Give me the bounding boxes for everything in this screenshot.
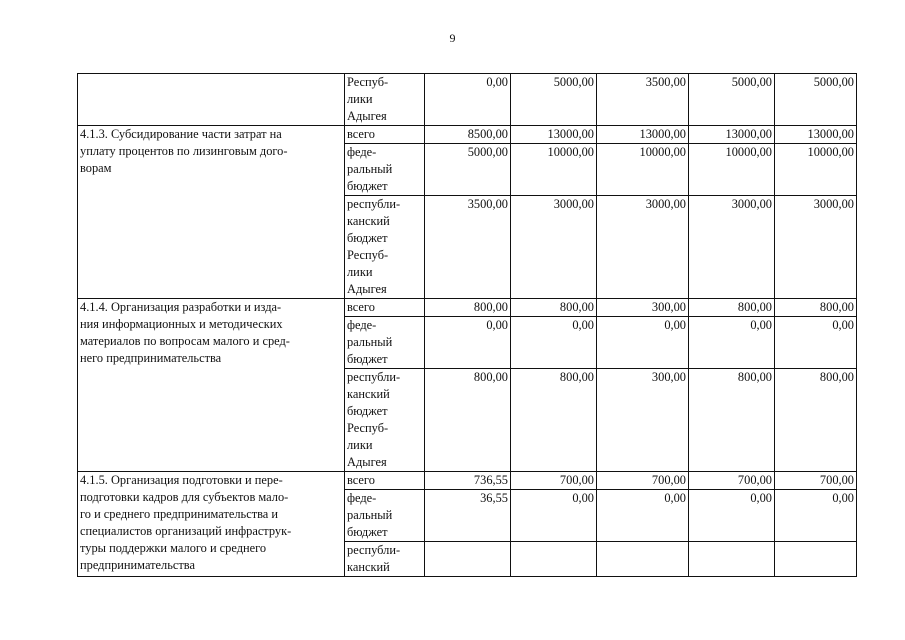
funding-source-line: республи- (347, 197, 401, 211)
funding-source-line: Адыгея (347, 455, 387, 469)
amount-value: 0,00 (572, 318, 594, 332)
amount-cell (425, 196, 511, 299)
funding-source-line: канский (347, 560, 390, 574)
amount-cell (775, 369, 857, 472)
amount-value: 13000,00 (547, 127, 594, 141)
funding-source-line: бюджет (347, 352, 388, 366)
amount-value: 10000,00 (639, 145, 686, 159)
description-line: него предпринимательства (80, 351, 222, 365)
description-line: уплату процентов по лизинговым дого- (80, 144, 288, 158)
description-line: го и среднего предпринимательства и (80, 507, 279, 521)
funding-source-line: канский (347, 214, 390, 228)
amount-value: 3000,00 (813, 197, 854, 211)
amount-cell (775, 490, 857, 542)
description-line: ворам (80, 161, 112, 175)
amount-cell (597, 144, 689, 196)
funding-source-line: бюджет (347, 525, 388, 539)
funding-source-line: Адыгея (347, 109, 387, 123)
funding-source-line: всего (347, 127, 375, 141)
amount-value: 0,00 (572, 491, 594, 505)
amount-cell (511, 196, 597, 299)
funding-source (345, 542, 425, 577)
funding-source-line: всего (347, 300, 375, 314)
funding-source-line: лики (347, 438, 373, 452)
description-line: специалистов организаций инфраструк- (80, 524, 292, 538)
funding-source-line: канский (347, 387, 390, 401)
amount-value: 13000,00 (725, 127, 772, 141)
amount-value: 0,00 (664, 318, 686, 332)
amount-cell (689, 299, 775, 317)
measure-description (78, 126, 345, 299)
amount-value: 800,00 (737, 370, 772, 384)
amount-value: 0,00 (832, 491, 854, 505)
funding-source-line: ральный (347, 508, 393, 522)
description-line: туры поддержки малого и среднего (80, 541, 267, 555)
amount-value: 13000,00 (807, 127, 854, 141)
amount-cell (775, 126, 857, 144)
amount-cell (689, 542, 775, 577)
amount-cell (425, 472, 511, 490)
measure-description (78, 472, 345, 577)
amount-cell (689, 490, 775, 542)
funding-source-line: феде- (347, 491, 377, 505)
amount-cell (597, 196, 689, 299)
amount-value: 10000,00 (807, 145, 854, 159)
amount-value: 3000,00 (645, 197, 686, 211)
description-line: материалов по вопросам малого и сред- (80, 334, 290, 348)
amount-value: 3500,00 (467, 197, 508, 211)
description-line: 4.1.3. Субсидирование части затрат на (80, 127, 282, 141)
amount-cell (511, 369, 597, 472)
amount-cell (597, 126, 689, 144)
amount-value: 0,00 (750, 491, 772, 505)
amount-value: 800,00 (559, 370, 594, 384)
funding-source-line: всего (347, 473, 375, 487)
funding-source-line: бюджет (347, 231, 388, 245)
description-line: предпринимательства (80, 558, 195, 572)
amount-cell (425, 299, 511, 317)
amount-value: 3000,00 (553, 197, 594, 211)
funding-source (345, 144, 425, 196)
amount-value: 13000,00 (639, 127, 686, 141)
amount-cell (689, 126, 775, 144)
measure-description (78, 74, 345, 126)
amount-cell (597, 299, 689, 317)
funding-source-line: феде- (347, 145, 377, 159)
amount-value: 5000,00 (467, 145, 508, 159)
funding-source-line: Респуб- (347, 75, 389, 89)
amount-value: 736,55 (473, 473, 508, 487)
amount-value: 36,55 (480, 491, 508, 505)
amount-value: 0,00 (750, 318, 772, 332)
amount-cell (689, 196, 775, 299)
amount-cell (775, 74, 857, 126)
amount-cell (511, 542, 597, 577)
table-row (78, 472, 857, 490)
description-line: 4.1.5. Организация подготовки и пере- (80, 473, 283, 487)
funding-source-line: феде- (347, 318, 377, 332)
funding-source (345, 126, 425, 144)
amount-value: 5000,00 (731, 75, 772, 89)
budget-table (77, 73, 857, 577)
amount-value: 700,00 (819, 473, 854, 487)
amount-cell (425, 317, 511, 369)
amount-cell (689, 144, 775, 196)
amount-cell (775, 472, 857, 490)
funding-source-line: бюджет (347, 179, 388, 193)
funding-source (345, 490, 425, 542)
amount-value: 800,00 (559, 300, 594, 314)
amount-value: 0,00 (486, 75, 508, 89)
table-row (78, 126, 857, 144)
amount-cell (597, 317, 689, 369)
amount-cell (511, 74, 597, 126)
amount-cell (425, 126, 511, 144)
funding-source (345, 472, 425, 490)
amount-value: 700,00 (737, 473, 772, 487)
amount-cell (425, 74, 511, 126)
amount-cell (775, 542, 857, 577)
funding-source (345, 196, 425, 299)
amount-cell (597, 74, 689, 126)
amount-cell (511, 126, 597, 144)
amount-cell (775, 144, 857, 196)
page-number: 9 (449, 31, 456, 45)
amount-value: 3000,00 (731, 197, 772, 211)
amount-cell (511, 472, 597, 490)
amount-value: 300,00 (651, 370, 686, 384)
funding-source-line: Респуб- (347, 248, 389, 262)
amount-cell (511, 144, 597, 196)
amount-cell (511, 299, 597, 317)
amount-cell (511, 490, 597, 542)
amount-value: 5000,00 (553, 75, 594, 89)
amount-cell (689, 472, 775, 490)
funding-source-line: лики (347, 265, 373, 279)
amount-value: 10000,00 (725, 145, 772, 159)
description-line: подготовки кадров для субъектов мало- (80, 490, 289, 504)
description-line: 4.1.4. Организация разработки и изда- (80, 300, 282, 314)
funding-source (345, 317, 425, 369)
amount-cell (597, 472, 689, 490)
amount-cell (597, 490, 689, 542)
funding-source (345, 299, 425, 317)
amount-value: 800,00 (819, 300, 854, 314)
table-row (78, 74, 857, 126)
funding-source-line: бюджет (347, 404, 388, 418)
funding-source-line: ральный (347, 162, 393, 176)
amount-cell (425, 542, 511, 577)
table-row (78, 299, 857, 317)
measure-description (78, 299, 345, 472)
amount-value: 5000,00 (813, 75, 854, 89)
funding-source-line: республи- (347, 543, 401, 557)
amount-cell (425, 144, 511, 196)
funding-source-line: Респуб- (347, 421, 389, 435)
amount-value: 300,00 (651, 300, 686, 314)
amount-cell (597, 369, 689, 472)
amount-value: 8500,00 (467, 127, 508, 141)
amount-value: 800,00 (473, 300, 508, 314)
amount-cell (689, 317, 775, 369)
amount-cell (775, 317, 857, 369)
amount-value: 3500,00 (645, 75, 686, 89)
amount-value: 800,00 (819, 370, 854, 384)
amount-value: 700,00 (651, 473, 686, 487)
amount-cell (689, 369, 775, 472)
funding-source-line: ральный (347, 335, 393, 349)
amount-value: 0,00 (664, 491, 686, 505)
funding-source-line: республи- (347, 370, 401, 384)
amount-value: 0,00 (486, 318, 508, 332)
amount-cell (511, 317, 597, 369)
amount-cell (425, 490, 511, 542)
amount-cell (775, 196, 857, 299)
funding-source-line: лики (347, 92, 373, 106)
amount-cell (425, 369, 511, 472)
funding-source-line: Адыгея (347, 282, 387, 296)
amount-value: 10000,00 (547, 145, 594, 159)
funding-source (345, 369, 425, 472)
description-line: ния информационных и методических (80, 317, 283, 331)
amount-value: 0,00 (832, 318, 854, 332)
amount-value: 800,00 (737, 300, 772, 314)
amount-value: 800,00 (473, 370, 508, 384)
amount-value: 700,00 (559, 473, 594, 487)
amount-cell (689, 74, 775, 126)
amount-cell (775, 299, 857, 317)
funding-source (345, 74, 425, 126)
amount-cell (597, 542, 689, 577)
